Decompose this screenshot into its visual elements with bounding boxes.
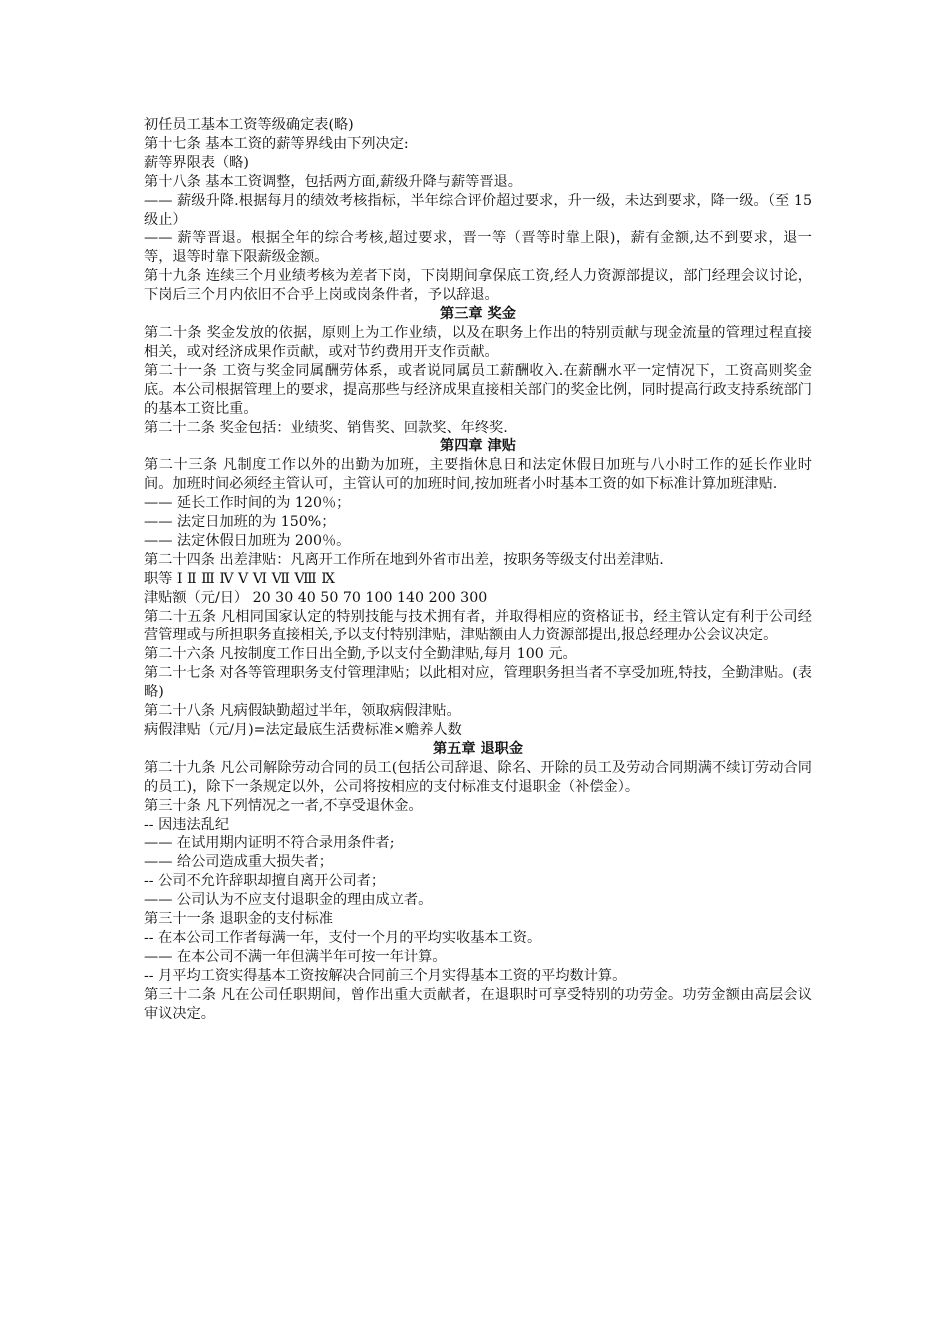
text-line: —— 在试用期内证明不符合录用条件者; <box>144 835 395 852</box>
paragraph: —— 薪级升降.根据每月的绩效考核指标，半年综合评价超过要求，升一级，未达到要求，降一级。（至 15 级止） <box>144 192 812 228</box>
paragraph: 第二十五条 凡相同国家认定的特别技能与技术拥有者，并取得相应的资格证书，经主管认定有利于公司经营管理或与所担职务直接相关,予以支付特别津贴，津贴额由人力资源部提出,报总经理办公会议决定。 <box>144 608 812 644</box>
text-line: —— 给公司造成重大损失者； <box>144 854 333 871</box>
text-line: —— 在本公司不满一年但满半年可按一年计算。 <box>144 948 447 965</box>
chapter-heading: 第五章 退职金 <box>432 740 524 757</box>
text-line: 第三十条 凡下列情况之一者,不享受退休金。 <box>144 797 423 814</box>
text-line: 津贴额（元/日） 20 30 40 50 70 100 140 200 300 <box>144 589 488 606</box>
chapter-heading: 第四章 津贴 <box>440 438 516 455</box>
paragraph: —— 薪等晋退。根据全年的综合考核,超过要求，晋一等（晋等时靠上限)，薪有金额,达不到要求，退一等，退等时靠下限薪级金额。 <box>144 230 812 266</box>
text-line: 第十八条 基本工资调整，包括两方面,薪级升降与薪等晋退。 <box>144 173 522 190</box>
paragraph: 第十九条 连续三个月业绩考核为差者下岗，下岗期间拿保底工资,经人力资源部提议，部门经理会议讨论，下岗后三个月内依旧不合乎上岗或岗条件者，予以辞退。 <box>144 268 812 304</box>
text-line: 病假津贴（元/月)=法定最底生活费标准×赡养人数 <box>144 722 462 738</box>
text-line: 第二十二条 奖金包括：业绩奖、销售奖、回款奖、年终奖. <box>144 419 508 436</box>
text-line: —— 延长工作时间的为 120％； <box>144 495 351 512</box>
paragraph: 第二十三条 凡制度工作以外的出勤为加班，主要指休息日和法定休假日加班与八小时工作的延长作业时间。加班时间必须经主管认可，主管认可的加班时间,按加班者小时基本工资的如下标准计算加班津贴. <box>144 457 812 493</box>
text-line: —— 公司认为不应支付退职金的理由成立者。 <box>144 892 433 909</box>
text-line: —— 法定日加班的为 150%； <box>144 514 336 531</box>
paragraph: 第二十九条 凡公司解除劳动合同的员工(包括公司辞退、除名、开除的员工及劳动合同期满不续订劳动合同的员工)，除下一条规定以外，公司将按相应的支付标准支付退职金（补偿金）。 <box>144 759 812 795</box>
paragraph: 第二十一条 工资与奖金同属酬劳体系，或者说同属员工薪酬收入.在薪酬水平一定情况下，工资高则奖金底。本公司根据管理上的要求，提高那些与经济成果直接相关部门的奖金比例，同时提高行政支持系统部门的基本工资比重。 <box>144 362 812 417</box>
text-line: 第二十八条 凡病假缺勤超过半年，领取病假津贴。 <box>144 703 461 720</box>
text-line: 第二十六条 凡按制度工作日出全勤,予以支付全勤津贴,每月 100 元。 <box>144 646 577 663</box>
paragraph: 第二十条 奖金发放的依据，原则上为工作业绩，以及在职务上作出的特别贡献与现金流量的管理过程直接相关，或对经济成果作贡献，或对节约费用开支作贡献。 <box>144 324 812 360</box>
text-line: 第二十四条 出差津贴：凡离开工作所在地到外省市出差，按职务等级支付出差津贴. <box>144 551 664 568</box>
chapter-heading: 第三章 奖金 <box>440 306 516 323</box>
text-line: -- 公司不允许辞职却擅自离开公司者； <box>144 873 386 890</box>
text-line: 职等 Ⅰ Ⅱ Ⅲ Ⅳ Ⅴ Ⅵ Ⅶ Ⅷ Ⅸ <box>144 570 335 587</box>
text-line: -- 因违法乱纪 <box>144 816 230 833</box>
text-line: —— 法定休假日加班为 200％。 <box>144 532 351 549</box>
text-line: -- 月平均工资实得基本工资按解决合同前三个月实得基本工资的平均数计算。 <box>144 967 627 984</box>
text-line: 第十七条 基本工资的薪等界线由下列决定: <box>144 135 409 152</box>
document-body <box>144 116 812 1024</box>
paragraph: 第三十二条 凡在公司任职期间，曾作出重大贡献者，在退职时可享受特别的功劳金。功劳金额由高层会议审议决定。 <box>144 986 812 1022</box>
paragraph: 第二十七条 对各等管理职务支付管理津贴；以此相对应，管理职务担当者不享受加班,特技，全勤津贴。(表略) <box>144 665 812 701</box>
text-line: -- 在本公司工作者每满一年，支付一个月的平均实收基本工资。 <box>144 929 542 946</box>
text-line: 初任员工基本工资等级确定表(略) <box>144 117 354 133</box>
text-line: 薪等界限表（略) <box>144 154 249 171</box>
text-line: 第三十一条 退职金的支付标准 <box>144 911 333 928</box>
